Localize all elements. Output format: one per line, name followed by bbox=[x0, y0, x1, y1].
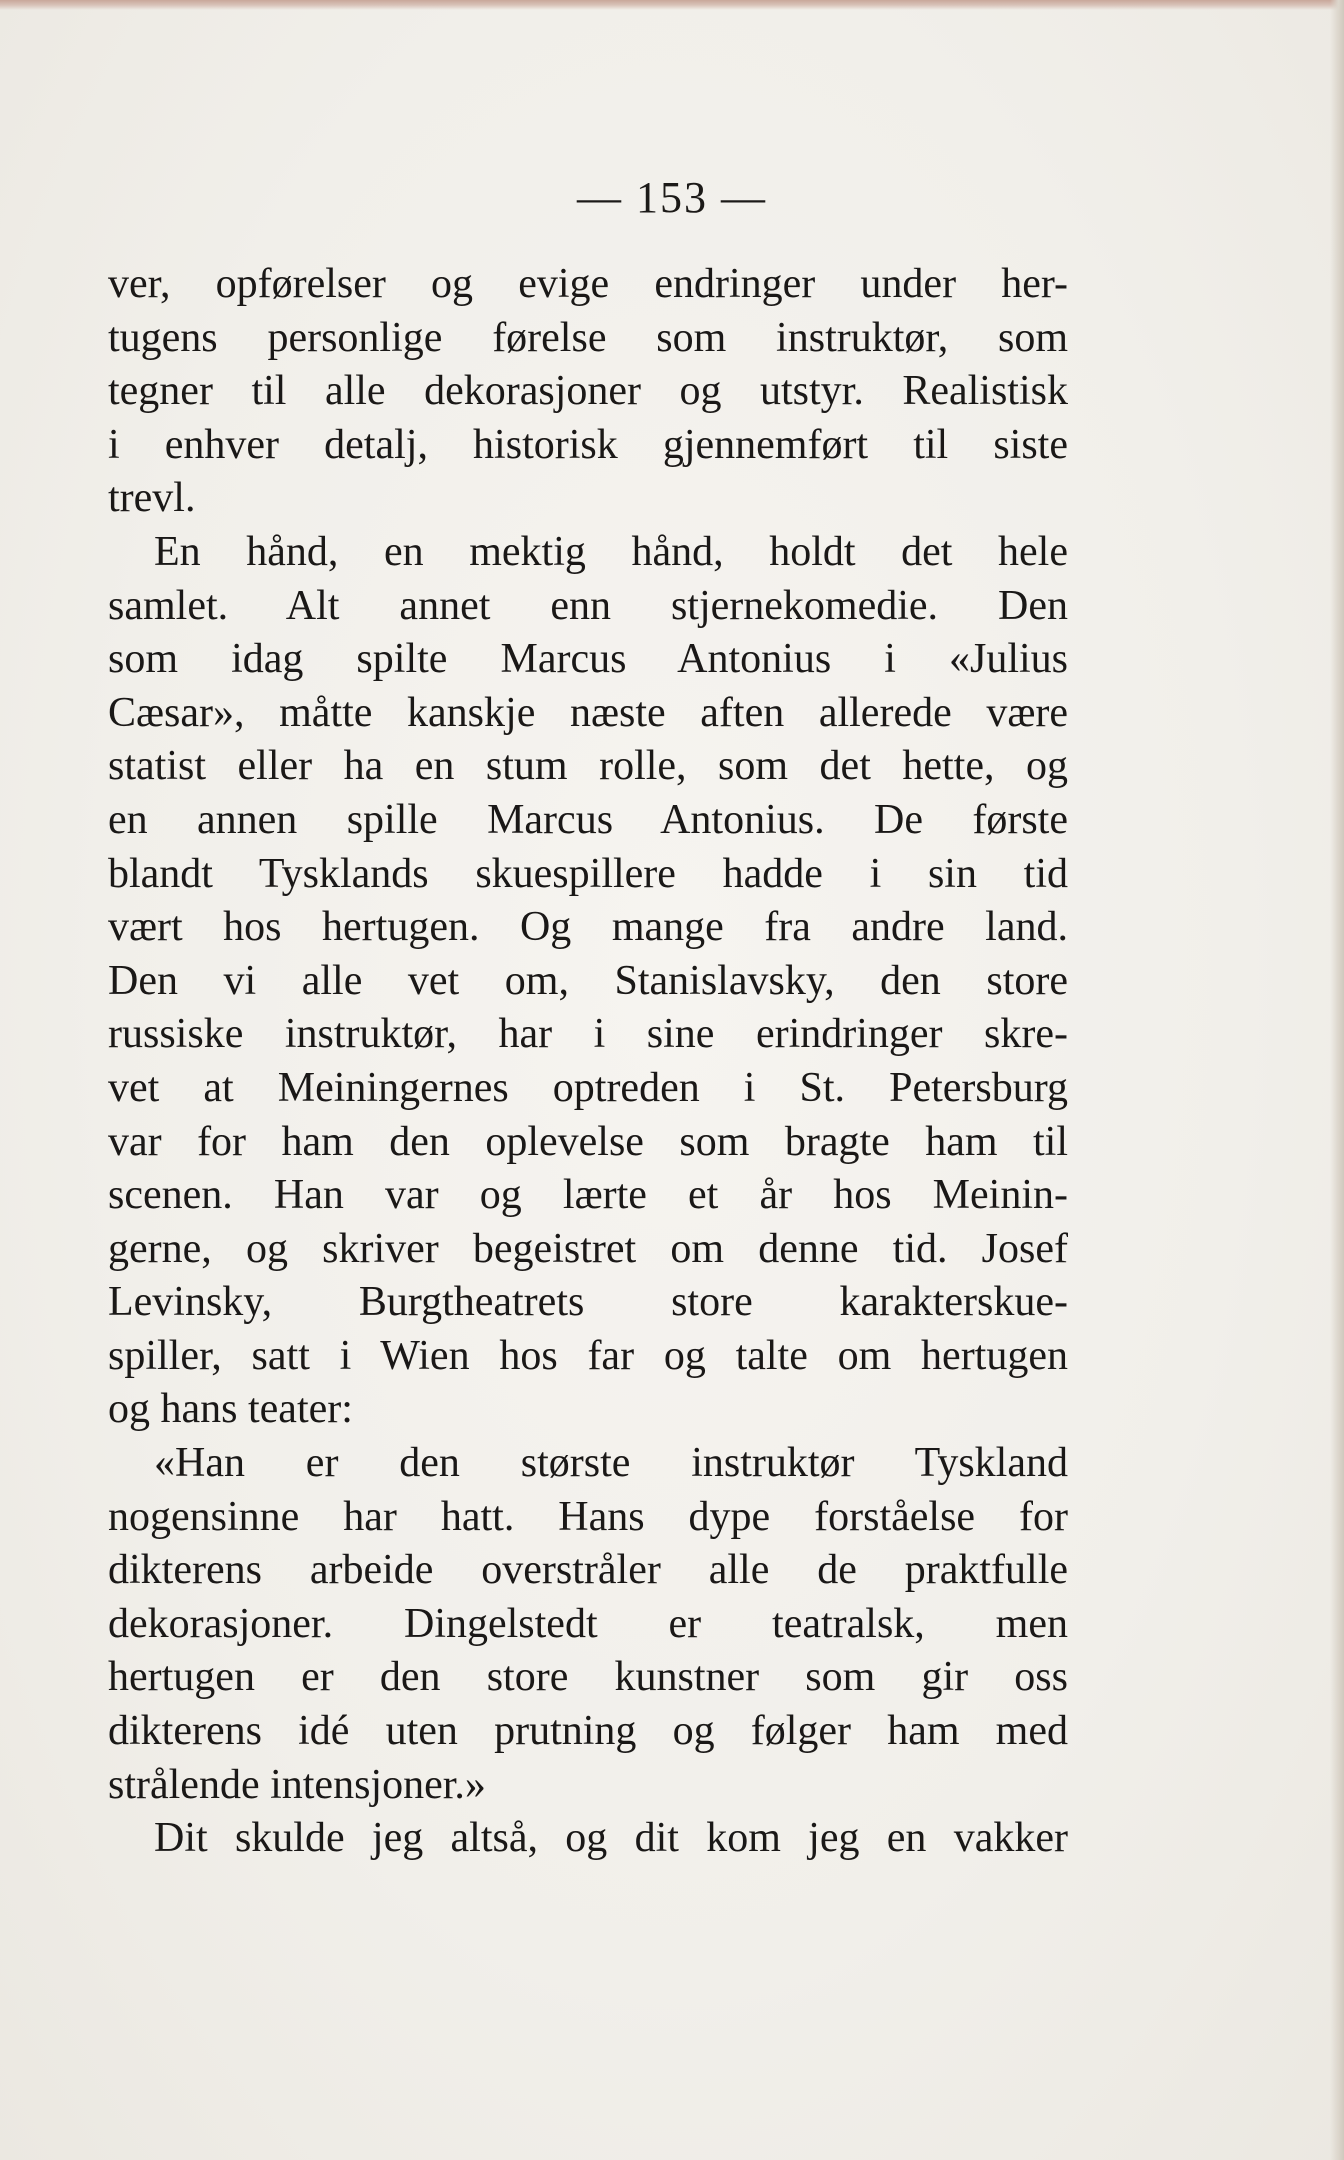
page-right-edge bbox=[1330, 0, 1344, 2160]
text-line: Den vi alle vet om, Stanislavsky, den store bbox=[108, 957, 1068, 1004]
text-line: Dit skulde jeg altså, og dit kom jeg en vakker bbox=[154, 1815, 1068, 1862]
text-line: ver, opførelser og evige endringer under her- bbox=[108, 261, 1068, 307]
text-line: dikterens arbeide overstråler alle de praktfulle bbox=[108, 1547, 1068, 1594]
text-line: tugens personlige førelse som instruktør, som bbox=[108, 314, 1068, 361]
text-line: og hans teater: bbox=[108, 1386, 353, 1433]
text-line: dekorasjoner. Dingelstedt er teatralsk, men bbox=[108, 1600, 1068, 1647]
text-line: i enhver detalj, historisk gjennemført til siste bbox=[108, 421, 1068, 468]
text-line: vært hos hertugen. Og mange fra andre land. bbox=[108, 904, 1068, 951]
text-line: Levinsky, Burgtheatrets store karakterskue- bbox=[108, 1279, 1068, 1326]
page-top-edge bbox=[0, 0, 1344, 10]
body-text bbox=[108, 258, 1068, 1866]
text-line: spiller, satt i Wien hos far og talte om hertugen bbox=[108, 1332, 1068, 1379]
text-line: scenen. Han var og lærte et år hos Meinin- bbox=[108, 1172, 1068, 1219]
text-line: russiske instruktør, har i sine erindringer skre- bbox=[108, 1011, 1068, 1058]
text-line: «Han er den største instruktør Tyskland bbox=[154, 1440, 1068, 1487]
text-line: En hånd, en mektig hånd, holdt det hele bbox=[154, 528, 1068, 575]
text-line: strålende intensjoner.» bbox=[108, 1761, 486, 1808]
text-line: gerne, og skriver begeistret om denne tid. Josef bbox=[108, 1225, 1068, 1272]
text-line: Cæsar», måtte kanskje næste aften allerede være bbox=[108, 689, 1068, 736]
text-line: dikterens idé uten prutning og følger ham med bbox=[108, 1708, 1068, 1755]
text-line: statist eller ha en stum rolle, som det hette, og bbox=[108, 743, 1068, 790]
page-number: — 153 — bbox=[577, 173, 767, 222]
text-line: som idag spilte Marcus Antonius i «Julius bbox=[108, 636, 1068, 683]
text-line: tegner til alle dekorasjoner og utstyr. Realistisk bbox=[108, 368, 1068, 415]
text-line: trevl. bbox=[108, 475, 196, 522]
text-line: var for ham den oplevelse som bragte ham til bbox=[108, 1118, 1068, 1165]
text-line: hertugen er den store kunstner som gir oss bbox=[108, 1654, 1068, 1701]
text-line: en annen spille Marcus Antonius. De første bbox=[108, 796, 1068, 843]
text-line: samlet. Alt annet enn stjernekomedie. Den bbox=[108, 582, 1068, 629]
text-line: blandt Tysklands skuespillere hadde i sin tid bbox=[108, 850, 1068, 897]
text-line: vet at Meiningernes optreden i St. Petersburg bbox=[108, 1064, 1068, 1111]
text-line: nogensinne har hatt. Hans dype forståelse for bbox=[108, 1493, 1068, 1540]
